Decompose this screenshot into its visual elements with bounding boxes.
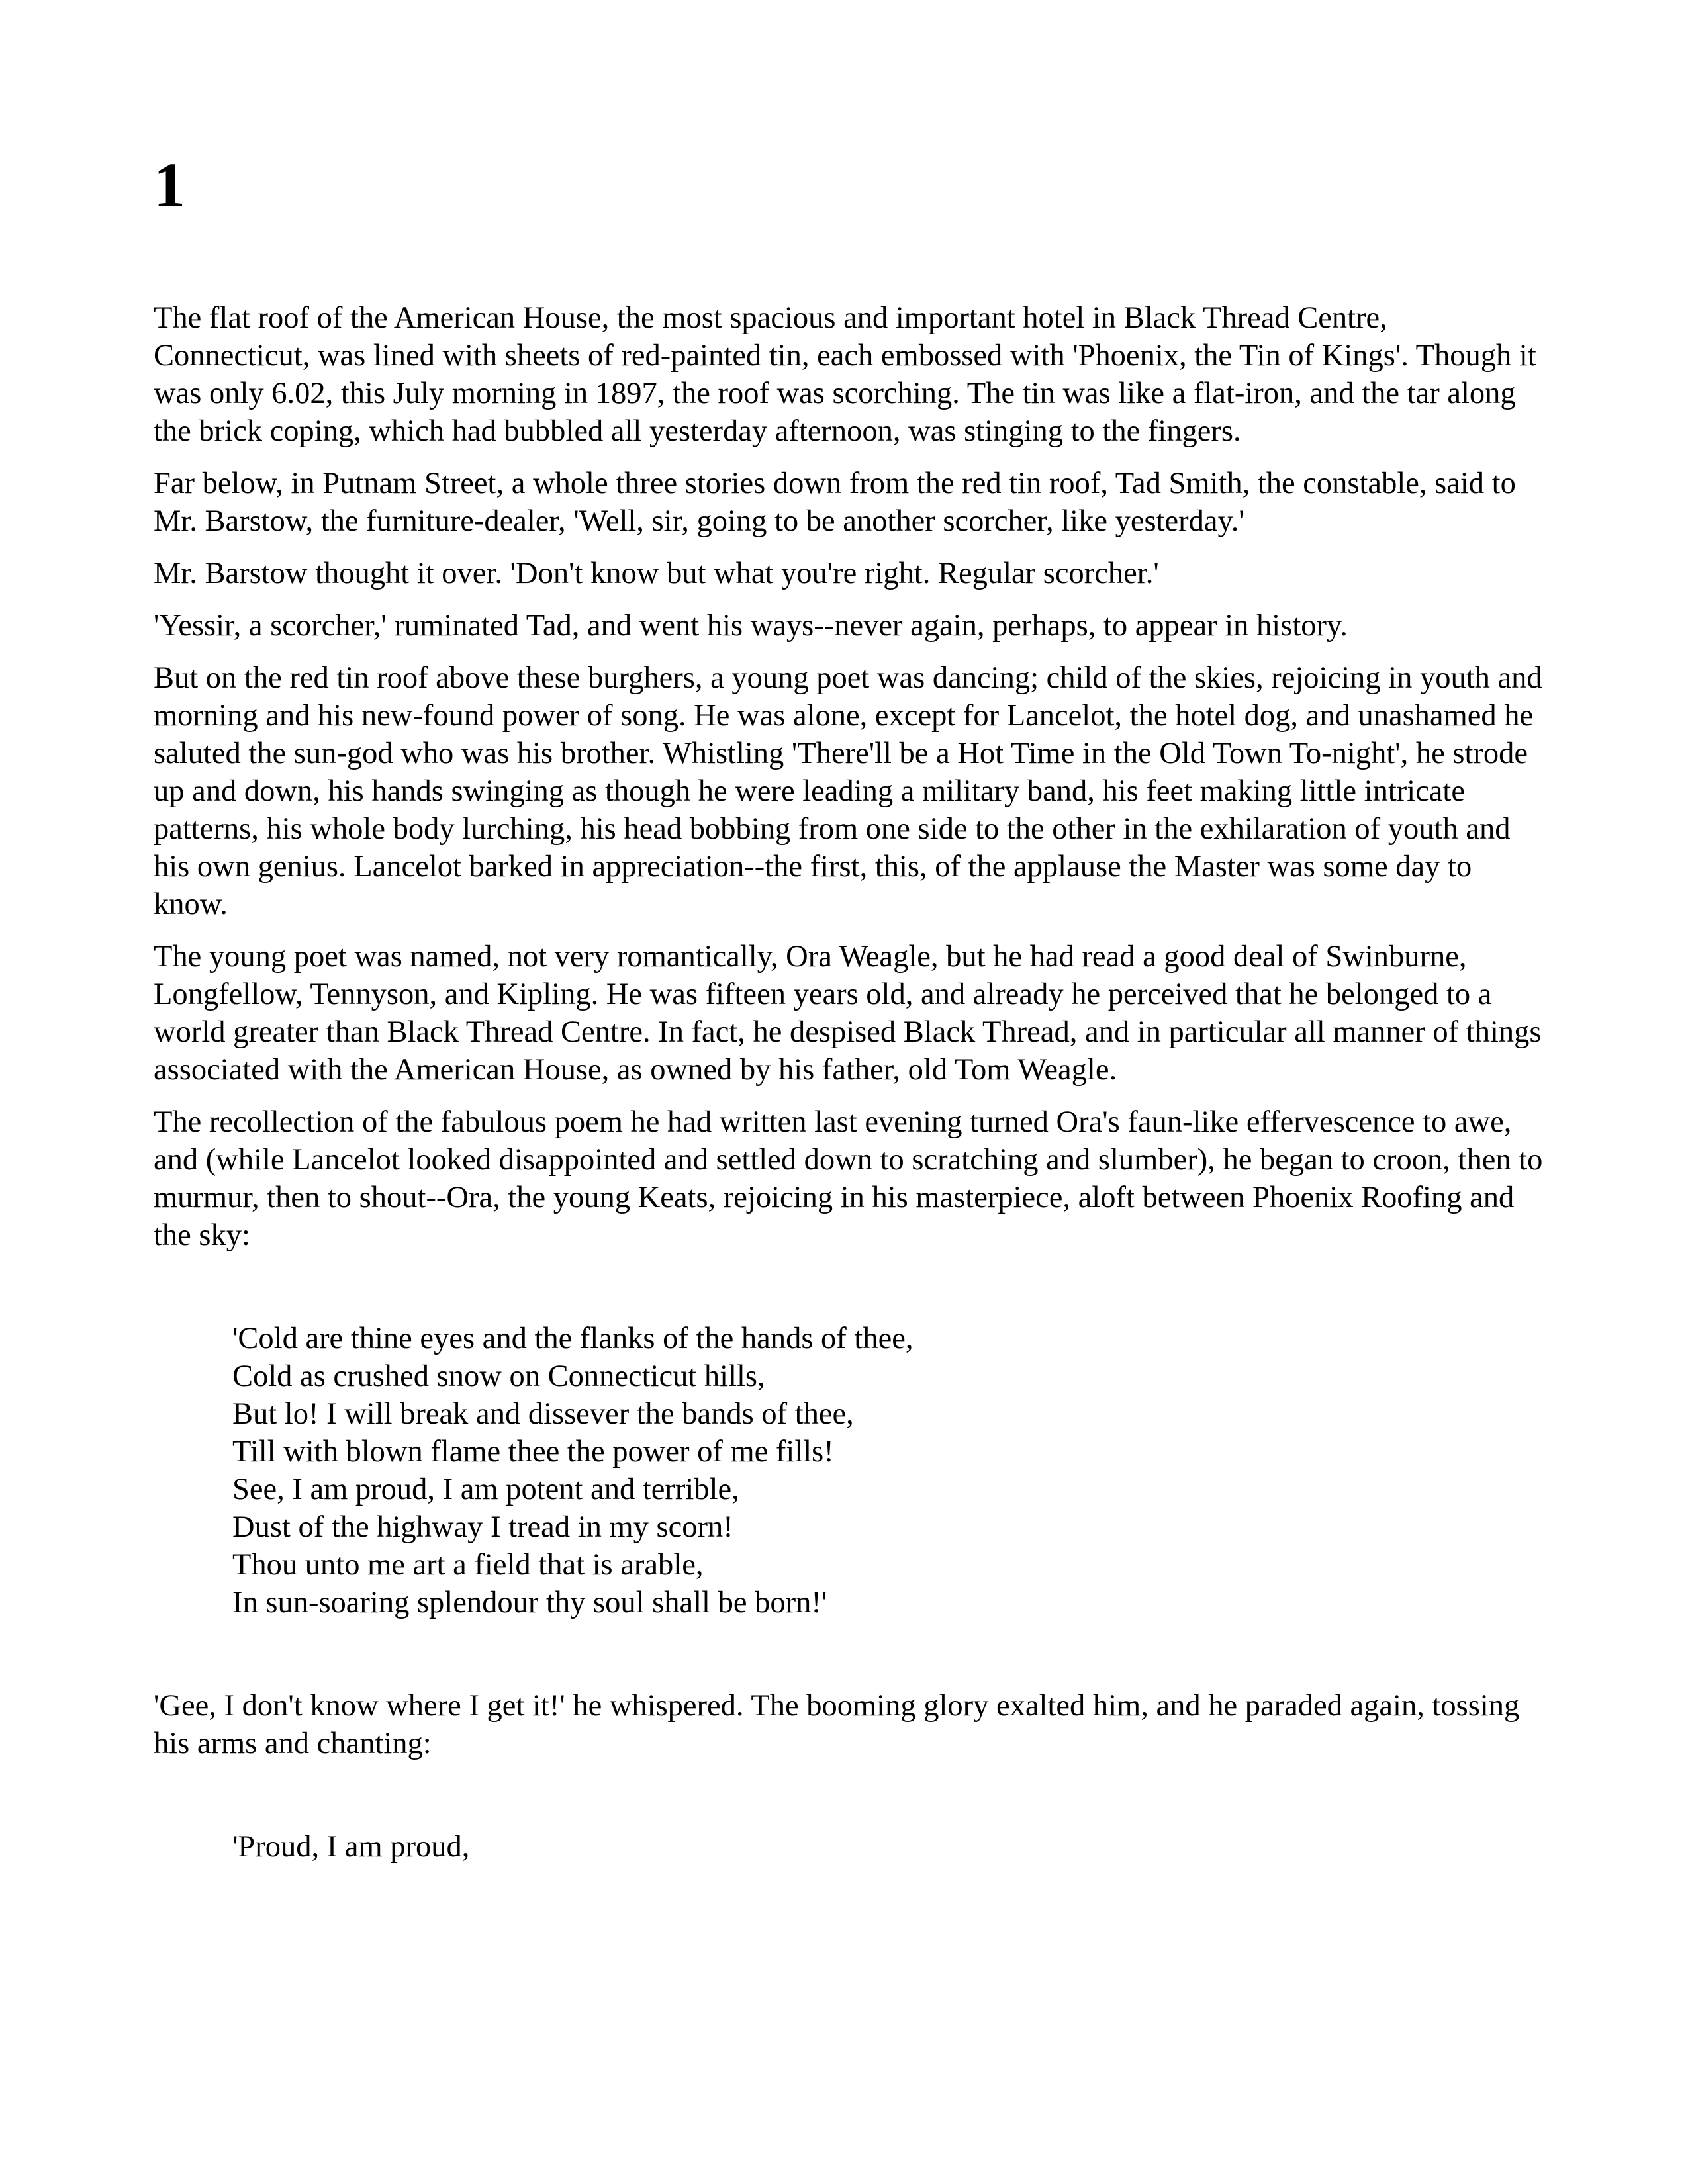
chapter-body — [154, 299, 1544, 1866]
paragraph: The flat roof of the American House, the most spacious and important hotel in Black Thread Centre, Connecticut, was lined with sheets of red-painted tin, each embossed with 'Phoenix, the Tin of Kings'. Though it was only 6.02, this July morning in 1897, the roof was scorching. The tin was like a flat-iron, and the tar along the brick coping, which had bubbled all yesterday afternoon, was stinging to the fingers. — [154, 301, 1536, 448]
poem-line: Dust of the highway I tread in my scorn! — [232, 1510, 733, 1544]
paragraph: But on the red tin roof above these burghers, a young poet was dancing; child of the skies, rejoicing in youth and morning and his new-found power of song. He was alone, except for Lancelot, the hotel dog, and unashamed he saluted the sun-god who was his brother. Whistling 'There'll be a Hot Time in the Old Town To-night', he strode up and down, his hands swinging as though he were leading a military band, his feet making little intricate patterns, his whole body lurching, his head bobbing from one side to the other in the exhilaration of youth and his own genius. Lancelot barked in appreciation--the first, this, of the applause the Master was some day to know. — [154, 661, 1542, 921]
chant-line: 'Proud, I am proud, — [232, 1830, 470, 1864]
poem-block — [232, 1320, 1544, 1621]
paragraph: Far below, in Putnam Street, a whole three stories down from the red tin roof, Tad Smith, the constable, said to Mr. Barstow, the furniture-dealer, 'Well, sir, going to be another scorcher, like yesterday.' — [154, 467, 1516, 538]
poem-line: Cold as crushed snow on Connecticut hills, — [232, 1359, 765, 1393]
paragraph: 'Yessir, a scorcher,' ruminated Tad, and went his ways--never again, perhaps, to appear in history. — [154, 609, 1348, 643]
poem-line: 'Cold are thine eyes and the flanks of the hands of thee, — [232, 1322, 914, 1355]
poem-line: Thou unto me art a field that is arable, — [232, 1548, 704, 1582]
paragraph: Mr. Barstow thought it over. 'Don't know but what you're right. Regular scorcher.' — [154, 557, 1159, 590]
poem-line: But lo! I will break and dissever the bands of thee, — [232, 1397, 854, 1431]
poem-line: Till with blown flame thee the power of me fills! — [232, 1435, 834, 1469]
paragraph: The recollection of the fabulous poem he had written last evening turned Ora's faun-like effervescence to awe, and (while Lancelot looked disappointed and settled down to scratching and slumber), he began to croon, then to murmur, then to shout--Ora, the young Keats, rejoicing in his masterpiece, aloft between Phoenix Roofing and the sky: — [154, 1105, 1543, 1252]
paragraph: The young poet was named, not very romantically, Ora Weagle, but he had read a good deal of Swinburne, Longfellow, Tennyson, and Kipling. He was fifteen years old, and already he perceived that he belonged to a world greater than Black Thread Centre. In fact, he despised Black Thread, and in particular all manner of things associated with the American House, as owned by his father, old Tom Weagle. — [154, 940, 1542, 1087]
poem-line: In sun-soaring splendour thy soul shall be born!' — [232, 1586, 827, 1619]
chapter-heading: 1 — [154, 150, 185, 220]
poem-line: See, I am proud, I am potent and terrible, — [232, 1473, 739, 1506]
paragraph: 'Gee, I don't know where I get it!' he whispered. The booming glory exalted him, and he paraded again, tossing his arms and chanting: — [154, 1689, 1520, 1760]
chant-block — [232, 1828, 1544, 1866]
